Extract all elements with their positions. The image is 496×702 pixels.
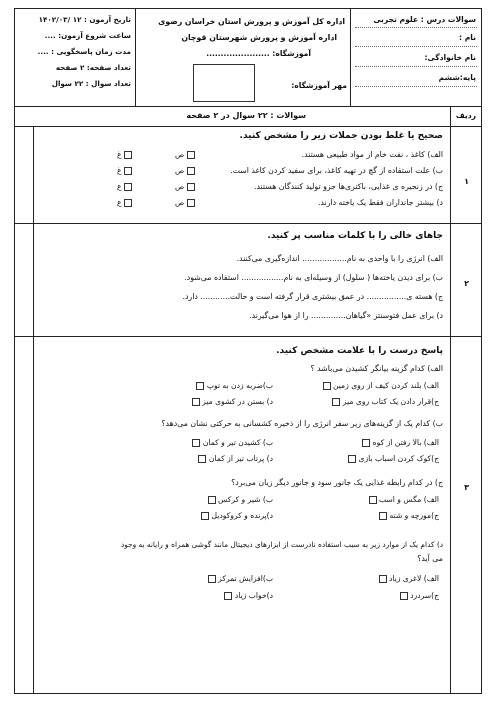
- option-label: ب)افزایش تمرکز: [218, 574, 273, 583]
- option-label: د)خواب زیاد: [234, 591, 273, 600]
- true-option[interactable]: [175, 182, 195, 191]
- checkbox[interactable]: [196, 382, 204, 390]
- checkbox[interactable]: [192, 398, 200, 406]
- question-title: صحیح یا غلط بودن جملات زیر را مشخص کنید.: [239, 131, 443, 141]
- option-label: ج)سردرد: [410, 591, 439, 600]
- option[interactable]: [332, 397, 439, 406]
- table-title: سوالات : ۲۲ سوال در ۲ صفحه: [186, 111, 306, 120]
- option[interactable]: [348, 454, 439, 463]
- question-count: تعداد سوال : ۲۲ سوال: [51, 79, 131, 88]
- option-label: الف) بالا رفتن از کوه: [372, 438, 439, 447]
- checkbox[interactable]: [332, 398, 340, 406]
- true-option[interactable]: [175, 198, 195, 207]
- question-number: ۱: [464, 177, 469, 186]
- duration: مدت زمان پاسخگویی : ....: [37, 47, 131, 56]
- option-label: د) پرتاب تیر از کمان: [208, 454, 273, 463]
- checkbox[interactable]: [224, 592, 232, 600]
- exam-page: [14, 8, 482, 694]
- true-option[interactable]: [175, 166, 195, 175]
- checkbox[interactable]: [348, 455, 356, 463]
- checkbox[interactable]: [208, 496, 216, 504]
- checkbox[interactable]: [201, 512, 209, 520]
- option-label: ب) کشیدن تیر و کمان: [202, 438, 273, 447]
- checkbox[interactable]: [198, 455, 206, 463]
- fill-blank-item: الف) انرژی را با واحدی به نام.................. اندازه‌گیری می‌کنند.: [236, 254, 443, 263]
- option[interactable]: [208, 495, 273, 504]
- checkbox[interactable]: [379, 512, 387, 520]
- true-label: ص: [175, 150, 185, 159]
- question-number: ۲: [464, 279, 469, 288]
- checkbox[interactable]: [400, 592, 408, 600]
- sub-question: د) کدام یک از موارد زیر به سبب استفاده نادرست از ابزارهای دیجیتال مانند گوشی همراه و رایانه به وجود: [120, 540, 443, 549]
- option-label: الف) بلند کردن کیف از روی زمین: [332, 381, 439, 390]
- family-label: نام خانوادگی:: [424, 53, 476, 62]
- question-title: پاسخ درست را با علامت مشخص کنید.: [276, 346, 443, 356]
- false-option[interactable]: [117, 166, 132, 175]
- checkbox[interactable]: [187, 167, 195, 175]
- option[interactable]: [208, 574, 273, 583]
- true-label: ص: [175, 166, 185, 175]
- sub-question-cont: می آید؟: [417, 554, 443, 563]
- option[interactable]: [400, 591, 439, 600]
- option[interactable]: [198, 454, 273, 463]
- option[interactable]: [201, 511, 273, 520]
- option[interactable]: [192, 438, 273, 447]
- option[interactable]: [369, 495, 439, 504]
- checkbox[interactable]: [124, 151, 132, 159]
- option[interactable]: [379, 511, 439, 520]
- school-label: آموزشگاه: ......................: [206, 49, 311, 58]
- fill-blank-item: د) برای عمل فتوسنتز «گیاهان.............. را از هوا می‌گیرند.: [249, 311, 443, 320]
- statement: الف) کاغذ ، نفت خام از مواد طبیعی هستند.: [301, 150, 443, 159]
- checkbox[interactable]: [187, 199, 195, 207]
- subject-label: سوالات درس : علوم تجربی: [373, 15, 476, 24]
- sub-question: الف) کدام گزینه بیانگر کشیدن می‌باشد ؟: [310, 364, 443, 373]
- option[interactable]: [362, 438, 439, 447]
- false-option[interactable]: [117, 150, 132, 159]
- option[interactable]: [379, 574, 439, 583]
- option-label: ب) شیر و کرکس: [218, 495, 273, 504]
- true-label: ص: [175, 182, 185, 191]
- option[interactable]: [224, 591, 273, 600]
- option-label: ب)ضربه زدن به توپ: [206, 381, 273, 390]
- radif-header: ردیف: [455, 111, 476, 120]
- stamp-box: [193, 64, 255, 102]
- page-count: تعداد صفحه: ۲ صفحه: [55, 63, 131, 72]
- option-label: د)پرنده و کروکودیل: [211, 511, 273, 520]
- option-label: ج)قرار دادن یک کتاب روی میز: [342, 397, 439, 406]
- option[interactable]: [196, 381, 273, 390]
- checkbox[interactable]: [124, 167, 132, 175]
- start-time: ساعت شروع آزمون: ....: [44, 31, 131, 40]
- false-label: غ: [117, 166, 122, 175]
- question-title: جاهای خالی را با کلمات مناسب پر کنید.: [267, 231, 443, 241]
- checkbox[interactable]: [362, 439, 370, 447]
- exam-date: تاریخ آزمون : ۱۲ /۱۴۰۲/۰۳: [38, 15, 131, 24]
- name-label: نام :: [459, 33, 476, 42]
- false-option[interactable]: [117, 198, 132, 207]
- sub-question: ب) کدام یک از گزینه‌های زیر سفر انرژی را از ذخیره کشسانی به حرکتی نشان می‌دهد؟: [161, 419, 443, 428]
- false-label: ع: [117, 198, 122, 207]
- option-label: الف) لاغری زیاد: [389, 574, 439, 583]
- checkbox[interactable]: [187, 151, 195, 159]
- student-info-box: [350, 9, 481, 106]
- option[interactable]: [192, 397, 273, 406]
- exam-header: [15, 9, 481, 107]
- grade-label: پایه:ششم: [438, 73, 476, 82]
- org-box: [135, 9, 351, 106]
- false-option[interactable]: [117, 182, 132, 191]
- exam-info-box: [15, 9, 136, 106]
- statement: ب) علت استفاده از گچ در تهیه کاغذ، برای سفید کردن کاغذ است.: [230, 166, 443, 175]
- statement: ج) در زنجیره ی غذایی، باکتری‌ها جزو تولید کنندگان هستند.: [253, 182, 443, 191]
- option[interactable]: [323, 381, 439, 390]
- false-label: ع: [117, 182, 122, 191]
- checkbox[interactable]: [323, 382, 331, 390]
- option-label: ج)کوک کردن اسباب بازی: [358, 454, 439, 463]
- option-label: ج)مورچه و شته: [389, 511, 439, 520]
- option-label: د) بستن در کشوی میز: [202, 397, 273, 406]
- checkbox[interactable]: [369, 496, 377, 504]
- table-header: [15, 106, 481, 127]
- checkbox[interactable]: [192, 439, 200, 447]
- sub-question: ج) در کدام رابطه غذایی یک جانور سود و جانور دیگر زیان می‌برد؟: [231, 478, 443, 487]
- fill-blank-item: ب) برای دیدن یاخته‌ها ( سلول) از وسیله‌ای به نام................. استفاده می‌شود.: [184, 273, 443, 282]
- checkbox[interactable]: [208, 575, 216, 583]
- checkbox[interactable]: [187, 183, 195, 191]
- option-label: الف) مگس و اسب: [378, 495, 439, 504]
- statement: د) بیشتر جانداران فقط یک یاخته دارند.: [317, 198, 443, 207]
- org-title-2: اداره آموزش و پرورش شهرستان قوچان: [181, 33, 337, 42]
- checkbox[interactable]: [124, 199, 132, 207]
- org-title-1: اداره کل آموزش و پرورش استان خراسان رضوی: [158, 17, 345, 26]
- question-number: ۳: [464, 483, 469, 492]
- fill-blank-item: ج) هسته ی................ در عمق بیشتری قرار گرفته است و حالت............ دارد.: [182, 292, 443, 301]
- checkbox[interactable]: [124, 183, 132, 191]
- false-label: غ: [117, 150, 122, 159]
- true-option[interactable]: [175, 150, 195, 159]
- true-label: ص: [175, 198, 185, 207]
- checkbox[interactable]: [379, 575, 387, 583]
- stamp-label: مهر آموزشگاه:: [291, 81, 347, 90]
